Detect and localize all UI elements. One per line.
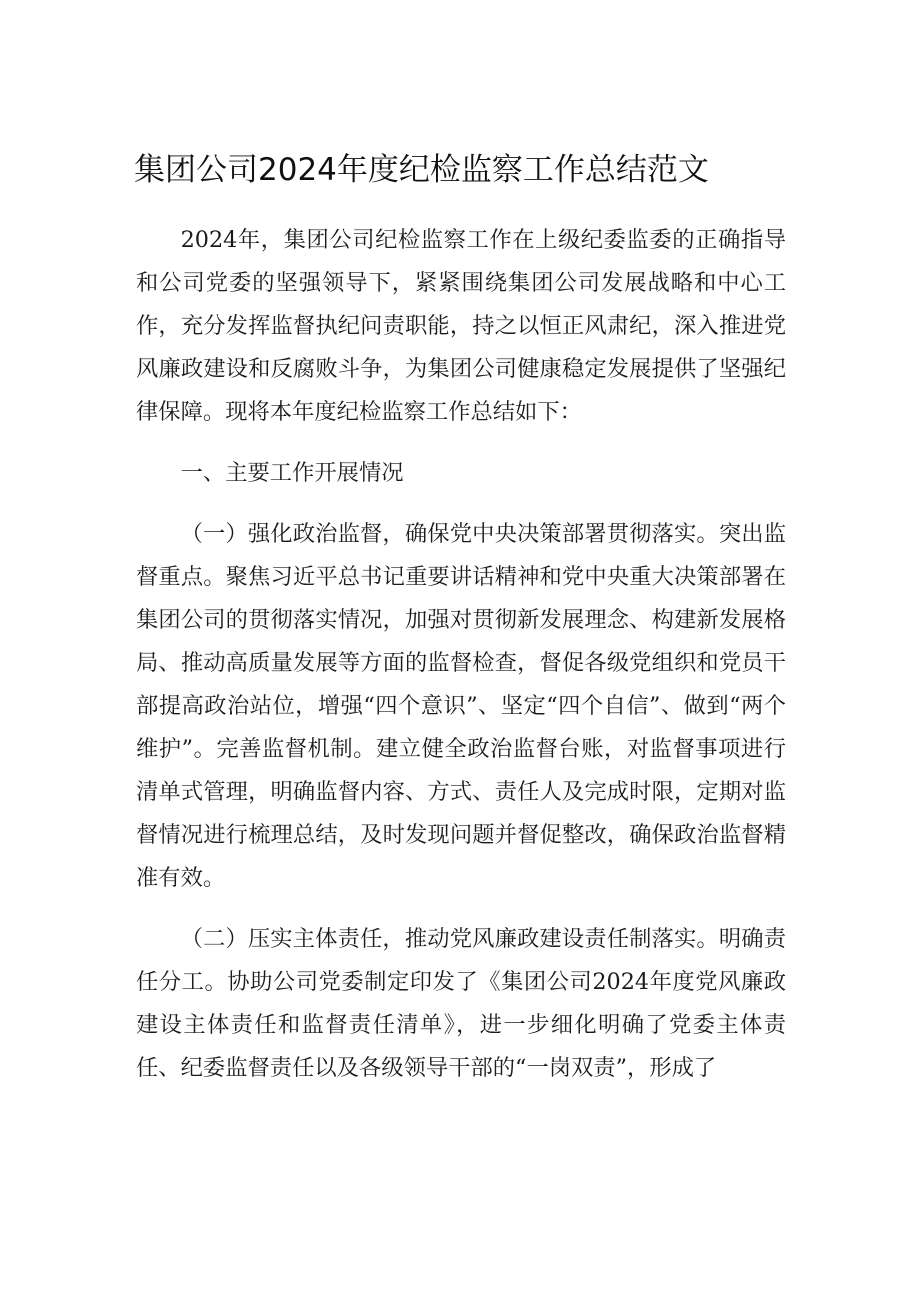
subsection-paragraph-1: （一）强化政治监督，确保党中央决策部署贯彻落实。突出监督重点。聚焦习近平总书记重要讲话精神和党中央重大决策部署在集团公司的贯彻落实情况，加强对贯彻新发展理念、构建新发展格局、推动高质量发展等方面的监督检查，督促各级党组织和党员干部提高政治站位，增强“四个意识”、坚定“四个自信”、做到“两个维护”。完善监督机制。建立健全政治监督台账，对监督事项进行清单式管理，明确监督内容、方式、责任人及完成时限，定期对监督情况进行梳理总结，及时发现问题并督促整改，确保政治监督精准有效。 [136, 521, 786, 891]
intro-paragraph: 2024年，集团公司纪检监察工作在上级纪委监委的正确指导和公司党委的坚强领导下，紧紧围绕集团公司发展战略和中心工作，充分发挥监督执纪问责职能，持之以恒正风肃纪，深入推进党风廉政建设和反腐败斗争，为集团公司健康稳定发展提供了坚强纪律保障。现将本年度纪检监察工作总结如下： [136, 227, 786, 425]
subsection-paragraph-2: （二）压实主体责任，推动党风廉政建设责任制落实。明确责任分工。协助公司党委制定印发了《集团公司2024年度党风廉政建设主体责任和监督责任清单》，进一步细化明确了党委主体责任、纪委监督责任以及各级领导干部的“一岗双责”，形成了 [136, 926, 786, 1081]
document-title: 集团公司2024年度纪检监察工作总结范文 [134, 152, 709, 188]
document-body [136, 219, 786, 1090]
section-heading: 一、主要工作开展情况 [180, 460, 404, 486]
